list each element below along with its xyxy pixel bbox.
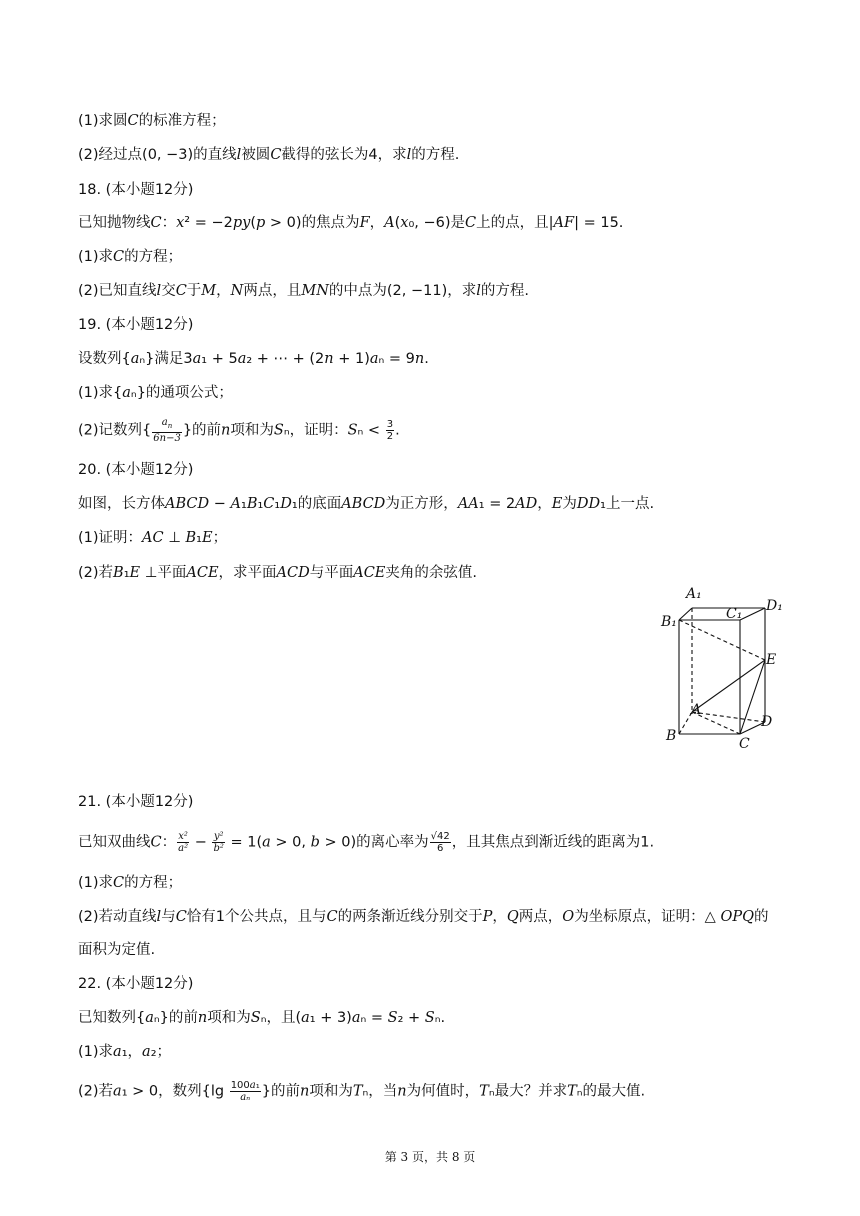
label-C1: C₁ (726, 606, 743, 622)
q21-stem: 已知双曲线C： $\frac{\text{x²}}{\text{a²}}$ − $\frac{\text{y²}}{\text{b²}}$ = 1(a > 0, b > 0)的离心率为 $\frac{√42}{6}$ ，且其焦点到渐近线的距离为1. (78, 831, 655, 854)
q19-part1: (1)求{aₙ}的通项公式； (78, 385, 233, 401)
q19-part2: (2)记数列{ $\frac{a_n}{6n-3}$ }的前n项和为Sₙ，证明：Sₙ < $\frac{3}{2}$ . (78, 417, 400, 444)
q18-part1: (1)求C的方程； (78, 249, 183, 265)
label-A1: A₁ (686, 586, 702, 602)
q19-heading: 19. (本小题12分) (78, 317, 194, 333)
page-footer: 第 3 页，共 8 页 (384, 1150, 476, 1164)
label-E: E (766, 652, 777, 668)
q22-part2: (2)若a₁ > 0，数列{lg $\frac{\text{100a₁}}{\text{aₙ}}$ }的前n项和为Tₙ，当n为何值时，Tₙ最大？并求Tₙ的最大值. (78, 1080, 646, 1103)
q18-stem: 已知抛物线C：x² = −2py(p > 0)的焦点为F，A(x₀, −6)是C上的点，且|AF| = 15. (78, 215, 624, 231)
q20-stem: 如图，长方体ABCD − A₁B₁C₁D₁的底面ABCD为正方形，AA₁ = 2AD，E为DD₁上一点. (78, 496, 655, 512)
label-B: B (666, 728, 677, 744)
q20-heading: 20. (本小题12分) (78, 462, 194, 478)
q22-heading: 22. (本小题12分) (78, 976, 194, 992)
q21-part1: (1)求C的方程； (78, 875, 183, 891)
q21-part2-cont: 面积为定值. (78, 942, 156, 958)
label-C: C (739, 736, 750, 752)
q19-stem: 设数列{aₙ}满足3a₁ + 5a₂ + ⋯ + (2n + 1)aₙ = 9n. (78, 351, 429, 367)
q22-part1: (1)求a₁，a₂； (78, 1044, 172, 1060)
q17-part2: (2)经过点(0, −3)的直线l被圆C截得的弦长为4，求l的方程. (78, 147, 460, 163)
label-A: A (691, 702, 702, 718)
label-B1: B₁ (661, 614, 677, 630)
label-D1: D₁ (766, 598, 783, 614)
label-D: D (761, 714, 773, 730)
q22-stem: 已知数列{aₙ}的前n项和为Sₙ，且(a₁ + 3)aₙ = S₂ + Sₙ. (78, 1010, 446, 1026)
q21-part2: (2)若动直线l与C恰有1个公共点，且与C的两条渐近线分别交于P，Q两点，O为坐标原点，证明：△ OPQ的 (78, 909, 769, 925)
q20-part2: (2)若B₁E ⊥平面ACE，求平面ACD与平面ACE夹角的余弦值. (78, 565, 477, 581)
q20-part1: (1)证明：AC ⊥ B₁E； (78, 530, 228, 546)
q18-part2: (2)已知直线l交C于M，N两点，且MN的中点为(2, −11)，求l的方程. (78, 283, 529, 299)
q18-heading: 18. (本小题12分) (78, 182, 194, 198)
q21-heading: 21. (本小题12分) (78, 794, 194, 810)
q17-part1: (1)求圆C的标准方程； (78, 113, 226, 129)
cuboid-figure (658, 582, 788, 752)
